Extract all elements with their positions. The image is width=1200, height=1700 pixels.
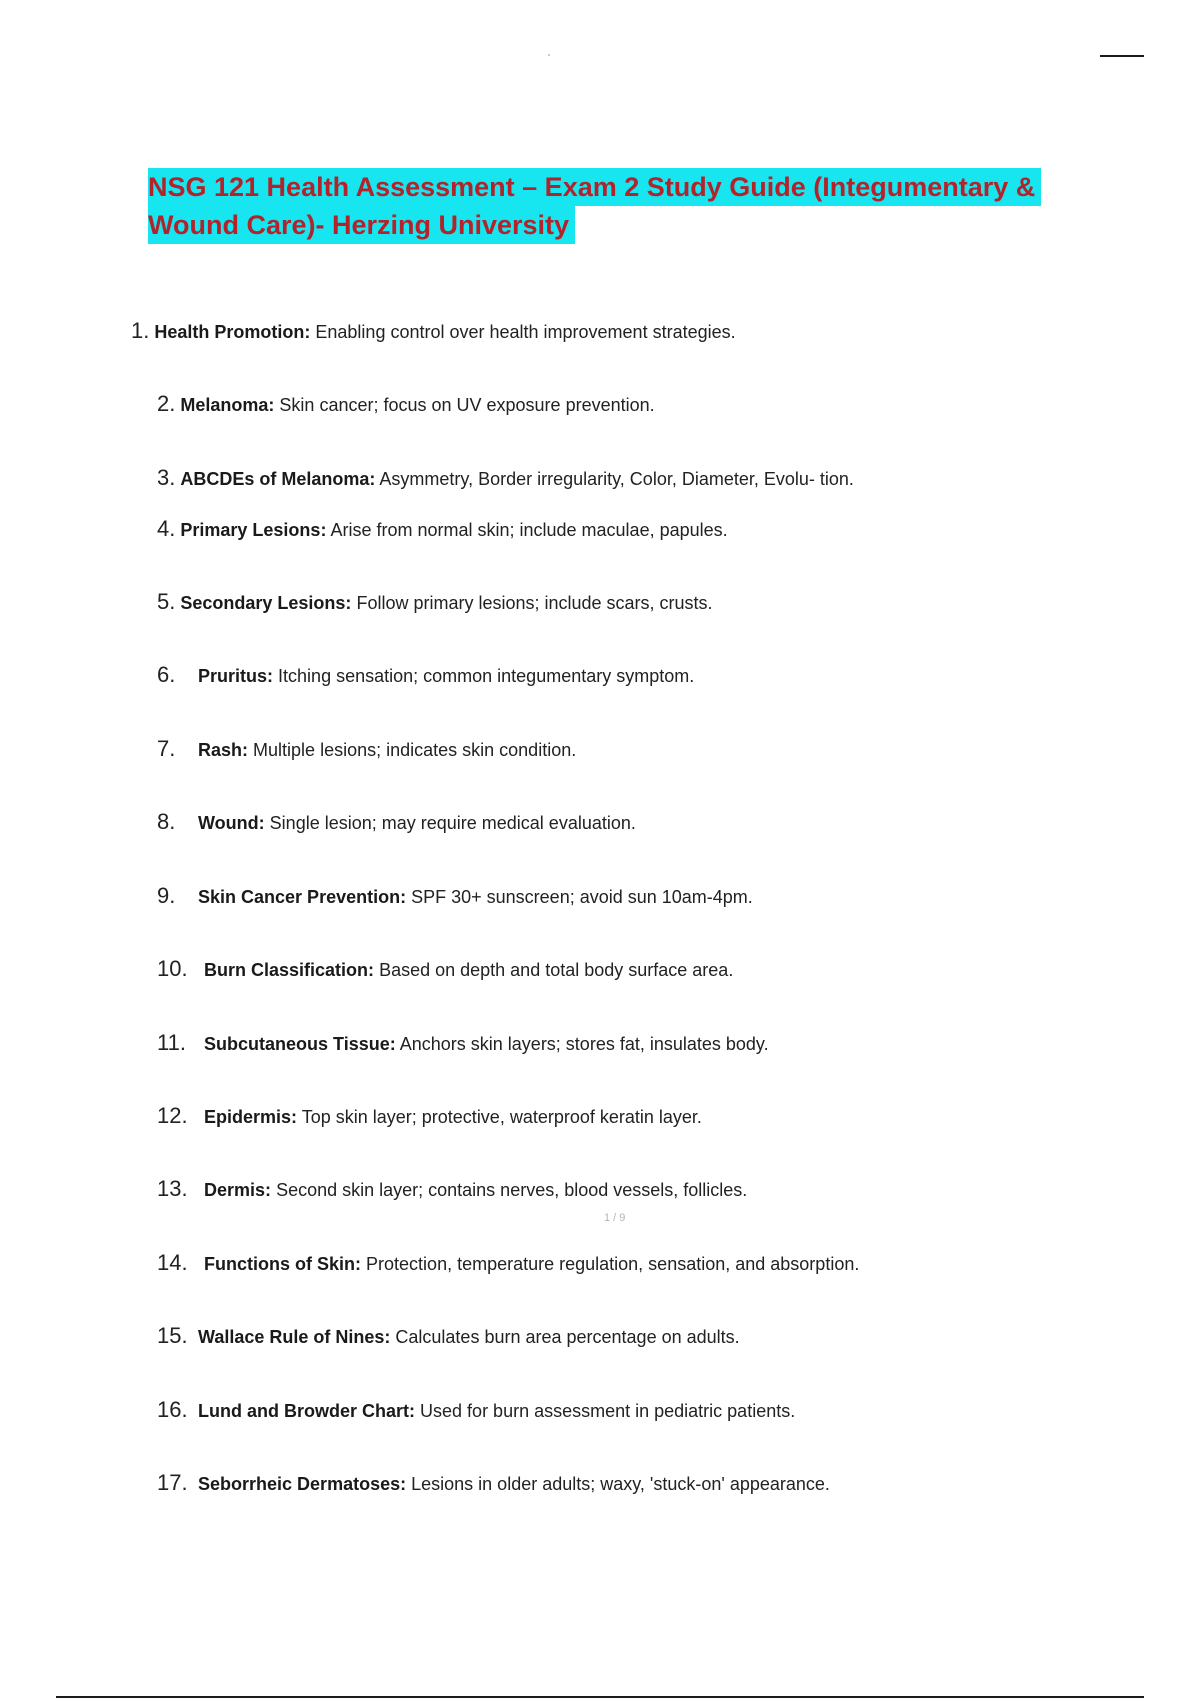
- item-number: 4.: [157, 516, 176, 541]
- item-number: 14.: [157, 1250, 188, 1275]
- title-line-2: Wound Care)- Herzing University: [148, 206, 575, 244]
- item-term: Health Promotion:: [154, 322, 311, 342]
- list-item: [157, 1470, 830, 1496]
- item-term: Wound:: [198, 813, 265, 833]
- list-item: [157, 956, 733, 982]
- item-number: 8.: [157, 809, 176, 834]
- item-number: 3.: [157, 465, 176, 490]
- item-term: Melanoma:: [180, 395, 275, 415]
- item-term: Rash:: [198, 740, 249, 760]
- item-number: 13.: [157, 1176, 188, 1201]
- list-item: [157, 736, 576, 762]
- item-definition: Calculates burn area percentage on adults.: [395, 1327, 740, 1347]
- top-right-rule: [1100, 55, 1144, 57]
- item-definition: Skin cancer; focus on UV exposure prevention.: [279, 395, 655, 415]
- title-line-1: NSG 121 Health Assessment – Exam 2 Study Guide (Integumentary &: [148, 168, 1041, 206]
- list-item: [157, 809, 636, 835]
- item-term: Skin Cancer Prevention:: [198, 887, 407, 907]
- list-item: [157, 1397, 795, 1423]
- list-item: [157, 662, 694, 688]
- document-title: [148, 168, 1048, 244]
- item-definition: Second skin layer; contains nerves, blood vessels, follicles.: [276, 1180, 748, 1200]
- list-item: [157, 465, 854, 491]
- item-number: 7.: [157, 736, 176, 761]
- item-term: Burn Classification:: [204, 960, 375, 980]
- item-definition: Multiple lesions; indicates skin condition.: [253, 740, 577, 760]
- item-term: Epidermis:: [204, 1107, 298, 1127]
- item-number: 12.: [157, 1103, 188, 1128]
- item-definition: Used for burn assessment in pediatric patients.: [420, 1401, 796, 1421]
- item-definition: Based on depth and total body surface area.: [379, 960, 734, 980]
- top-dot-mark: [548, 54, 550, 56]
- item-number: 11.: [157, 1030, 186, 1055]
- item-term: Dermis:: [204, 1180, 272, 1200]
- item-term: Seborrheic Dermatoses:: [198, 1474, 407, 1494]
- item-term: Wallace Rule of Nines:: [198, 1327, 391, 1347]
- item-term: Lund and Browder Chart:: [198, 1401, 416, 1421]
- item-number: 9.: [157, 883, 176, 908]
- item-number: 10.: [157, 956, 188, 981]
- list-item: [157, 516, 728, 542]
- list-item: [157, 391, 655, 417]
- list-item: [131, 318, 736, 344]
- item-definition: Asymmetry, Border irregularity, Color, Diameter, Evolu- tion.: [379, 469, 854, 489]
- item-number: 17.: [157, 1470, 188, 1495]
- list-item: [157, 1250, 859, 1276]
- item-term: Functions of Skin:: [204, 1254, 362, 1274]
- item-number: 5.: [157, 589, 176, 614]
- item-definition: Arise from normal skin; include maculae, papules.: [330, 520, 728, 540]
- item-definition: Lesions in older adults; waxy, 'stuck-on' appearance.: [411, 1474, 830, 1494]
- item-number: 1.: [131, 318, 150, 343]
- item-term: Secondary Lesions:: [180, 593, 352, 613]
- item-term: ABCDEs of Melanoma:: [180, 469, 376, 489]
- item-number: 15.: [157, 1323, 188, 1348]
- list-item: [157, 1176, 747, 1202]
- list-item: [157, 1030, 769, 1056]
- list-item: [157, 589, 713, 615]
- list-item: [157, 1323, 740, 1349]
- item-term: Pruritus:: [198, 666, 274, 686]
- list-item: [157, 1103, 702, 1129]
- item-definition: Follow primary lesions; include scars, crusts.: [356, 593, 713, 613]
- item-definition: Protection, temperature regulation, sensation, and absorption.: [366, 1254, 860, 1274]
- item-term: Subcutaneous Tissue:: [204, 1034, 396, 1054]
- item-definition: Single lesion; may require medical evaluation.: [269, 813, 636, 833]
- item-definition: Enabling control over health improvement strategies.: [315, 322, 736, 342]
- item-number: 16.: [157, 1397, 188, 1422]
- item-definition: Top skin layer; protective, waterproof keratin layer.: [301, 1107, 702, 1127]
- item-number: 2.: [157, 391, 176, 416]
- page-indicator: 1 / 9: [604, 1212, 626, 1224]
- list-item: [157, 883, 753, 909]
- item-definition: Itching sensation; common integumentary symptom.: [278, 666, 695, 686]
- item-number: 6.: [157, 662, 176, 687]
- item-term: Primary Lesions:: [180, 520, 327, 540]
- item-definition: Anchors skin layers; stores fat, insulates body.: [399, 1034, 769, 1054]
- bottom-rule: [56, 1696, 1144, 1698]
- item-definition: SPF 30+ sunscreen; avoid sun 10am-4pm.: [411, 887, 753, 907]
